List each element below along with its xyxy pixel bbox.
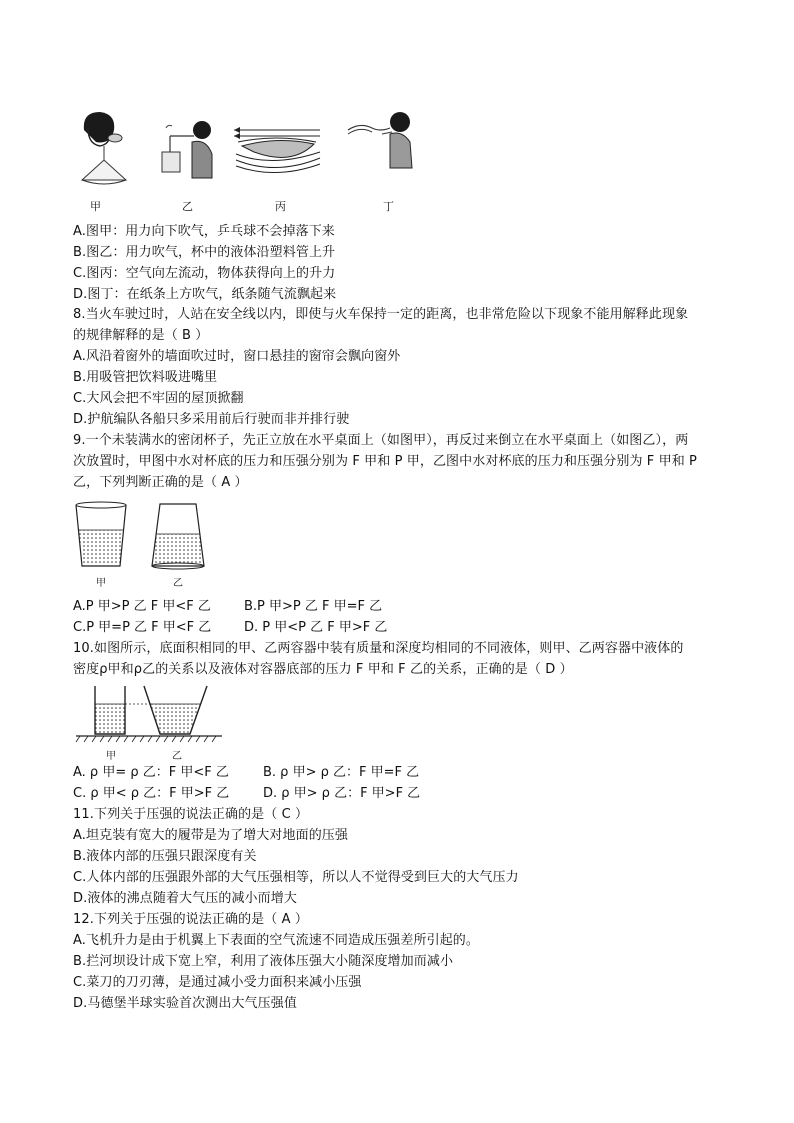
q10-stem-line-2: 密度ρ甲和ρ乙的关系以及液体对容器底部的压力 F 甲和 F 乙的关系，正确的是（ D ） (73, 662, 573, 677)
fig-label-container-jia: 甲 (106, 751, 116, 762)
q7-option-d: D.图丁：在纸条上方吹气，纸条随气流飘起来 (73, 287, 337, 302)
fig-label-container-yi: 乙 (172, 751, 182, 762)
fig-cup-inverted (150, 500, 206, 572)
q11-option-a: A.坦克装有宽大的履带是为了增大对地面的压强 (73, 828, 348, 843)
q9-stem-line-2: 次放置时，甲图中水对杯底的压力和压强分别为 F 甲和 P 甲，乙图中水对杯底的压力和压强分别为 F 甲和 P (73, 454, 697, 469)
q10-option-b: B. ρ 甲> ρ 乙：F 甲=F 乙 (263, 765, 420, 780)
q12-option-d: D.马德堡半球实验首次测出大气压强值 (73, 996, 297, 1011)
q10-option-a: A. ρ 甲= ρ 乙：F 甲<F 乙 (73, 765, 229, 780)
q8-stem-line-1: 8.当火车驶过时，人站在安全线以内，即使与火车保持一定的距离，也非常危险以下现象不能用解释此现象 (73, 307, 689, 322)
fig-blow-paper (346, 108, 416, 170)
q12-option-c: C.菜刀的刀刃薄，是通过减小受力面积来减小压强 (73, 975, 362, 990)
q9-option-a: A.P 甲>P 乙 F 甲<F 乙 (73, 599, 211, 614)
q12-stem: 12.下列关于压强的说法正确的是（ A ） (73, 912, 308, 927)
q8-option-a: A.风沿着窗外的墙面吹过时，窗口悬挂的窗帘会飘向窗外 (73, 349, 401, 364)
q7-option-b: B.图乙：用力吹气，杯中的液体沿塑料管上升 (73, 245, 336, 260)
q12-option-b: B.拦河坝设计成下宽上窄，利用了液体压强大小随深度增加而减小 (73, 954, 454, 969)
fig-blow-ball (74, 108, 134, 190)
q9-stem-line-1: 9.一个未装满水的密闭杯子，先正立放在水平桌面上（如图甲），再反过来倒立在水平桌面上（如图乙），两 (73, 433, 689, 448)
q10-option-d: D. ρ 甲> ρ 乙：F 甲>F 乙 (263, 786, 421, 801)
q10-stem-line-1: 10.如图所示，底面积相同的甲、乙两容器中装有质量和深度均相同的不同液体，则甲、乙两容器中液体的 (73, 641, 684, 656)
q9-option-d: D. P 甲<P 乙 F 甲>F 乙 (244, 620, 388, 635)
q9-option-b: B.P 甲>P 乙 F 甲=F 乙 (244, 599, 383, 614)
fig-label-cup-yi: 乙 (173, 578, 183, 589)
fig-wing-airflow (232, 124, 324, 184)
fig-blow-straw (158, 118, 216, 180)
q8-stem-line-2: 的规律解释的是（ B ） (73, 328, 209, 343)
q11-option-b: B.液体内部的压强只跟深度有关 (73, 849, 257, 864)
fig-label-jia: 甲 (90, 200, 101, 213)
q7-option-c: C.图丙：空气向左流动，物体获得向上的升力 (73, 266, 336, 281)
fig-label-bing: 丙 (275, 200, 286, 213)
q10-option-c: C. ρ 甲< ρ 乙：F 甲>F 乙 (73, 786, 230, 801)
q7-option-a: A.图甲：用力向下吹气，乒乓球不会掉落下来 (73, 224, 335, 239)
q9-option-c: C.P 甲=P 乙 F 甲<F 乙 (73, 620, 212, 635)
q11-stem: 11.下列关于压强的说法正确的是（ C ） (73, 807, 309, 822)
fig-label-yi: 乙 (182, 200, 193, 213)
fig-containers (74, 682, 224, 746)
q8-option-d: D.护航编队各船只多采用前后行驶而非并排行驶 (73, 412, 350, 427)
q11-option-d: D.液体的沸点随着大气压的减小而增大 (73, 891, 297, 906)
fig-cup-upright (74, 500, 128, 570)
q12-option-a: A.飞机升力是由于机翼上下表面的空气流速不同造成压强差所引起的。 (73, 933, 479, 948)
fig-label-ding: 丁 (383, 200, 394, 213)
q8-option-b: B.用吸管把饮料吸进嘴里 (73, 370, 218, 385)
q9-stem-line-3: 乙，下列判断正确的是（ A ） (73, 475, 248, 490)
fig-label-cup-jia: 甲 (96, 578, 106, 589)
q11-option-c: C.人体内部的压强跟外部的大气压强相等，所以人不觉得受到巨大的大气压力 (73, 870, 519, 885)
q8-option-c: C.大风会把不牢固的屋顶掀翻 (73, 391, 244, 406)
